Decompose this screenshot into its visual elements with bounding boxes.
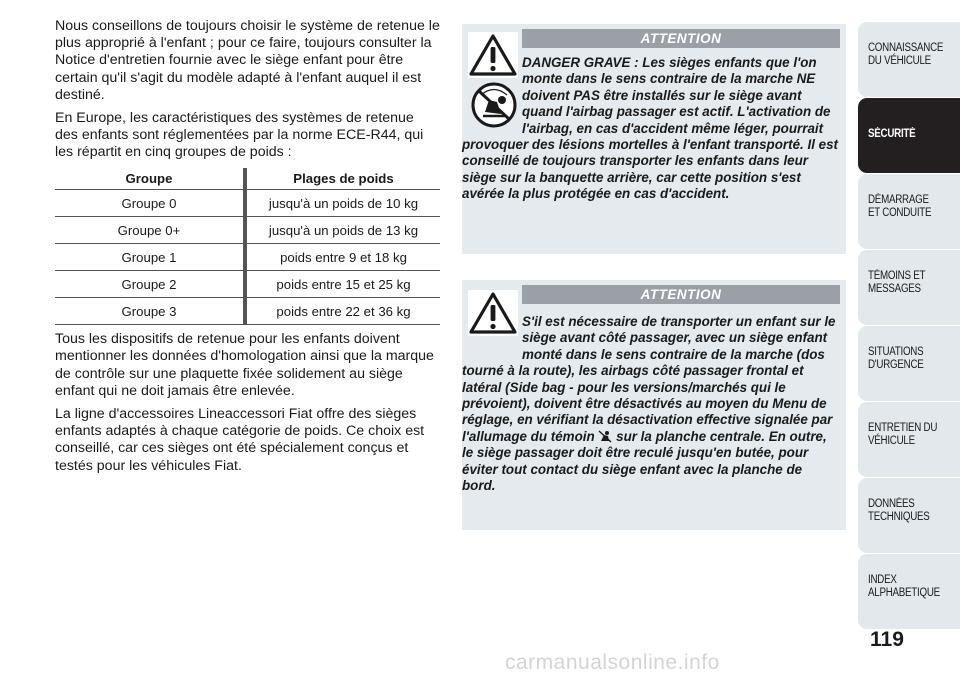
tab-connaissance-vehicule[interactable] xyxy=(858,22,960,97)
warning-body-text-end: sur la planche centrale. En outre, le siège passager doit être reculé jusqu'en butée, pour éviter tout contact du siège enfant avec la planche de bord. xyxy=(462,428,827,494)
weight-groups-table xyxy=(55,168,440,326)
warning-body-text-start: S'il est nécessaire de transporter un enfant sur le siège avant côté passager, avec un siège enfant monté dans le sens contraire de la marche (dos tourné à la route), les airbags côté passager frontal et latéral (Side bag - pour les versions/marchés qui le prévoient), doivent être désactivés au moyen du Menu de réglage, en vérifiant la désactivation effective signalée par l'allumage du témoin xyxy=(462,314,836,444)
table-header-row xyxy=(55,168,440,190)
table-cell-weight: jusqu'à un poids de 10 kg xyxy=(245,190,440,217)
warning-title: ATTENTION xyxy=(522,29,840,48)
paragraph-lineaccessori: La ligne d'accessoires Lineaccessori Fiat offre des sièges enfants adaptés à chaque catégorie de poids. Ce choix est conseillé, car ces sièges ont été spécialement conçus et testés pour les véhicules Fiat. xyxy=(55,405,425,474)
section-tabs xyxy=(858,22,960,630)
table-cell-group: Groupe 3 xyxy=(55,298,245,325)
table-header-weight: Plages de poids xyxy=(245,168,440,190)
table-cell-group: Groupe 0+ xyxy=(55,217,245,244)
table-row xyxy=(55,244,440,271)
tab-label: DÉMARRAGE ET CONDUITE xyxy=(868,194,932,219)
main-text-column xyxy=(55,18,440,481)
table-row xyxy=(55,190,440,217)
page-number: 119 xyxy=(870,628,904,651)
paragraph-intro: Nous conseillons de toujours choisir le système de retenue le plus approprié à l'enfant ; pour ce faire, toujours consulter la Notice d'entretien fournie avec le siège enfant pour être certain qu'il s'agit du modèle adapté à l'enfant auquel il est destiné. xyxy=(55,18,440,103)
watermark: carmanualsonline.info xyxy=(505,651,720,674)
airbag-off-indicator-icon xyxy=(598,430,612,443)
tab-label: ENTRETIEN DU VÉHICULE xyxy=(868,422,938,447)
table-row xyxy=(55,298,440,325)
tab-label: SITUATIONS D'URGENCE xyxy=(868,346,924,371)
warning-body-text: DANGER GRAVE : Les sièges enfants que l'on monte dans le sens contraire de la marche NE doivent PAS être installés sur le siège avant quand l'airbag passager est actif. L'activation de l'airbag, en cas d'accident même léger, pourrait provoquer des lésions mortelles à l'enfant transporté. Il est conseillé de toujours transporter les enfants dans leur siège sur la banquette arrière, car cette position s'est avérée la plus protégée en cas d'accident. xyxy=(462,55,838,202)
tab-label: CONNAISSANCE DU VÉHICULE xyxy=(868,42,944,67)
tab-situations-urgence[interactable] xyxy=(858,326,960,401)
tab-donnees-techniques[interactable] xyxy=(858,478,960,553)
warning-body xyxy=(462,55,838,203)
tab-index-alphabetique[interactable] xyxy=(858,554,960,629)
table-cell-weight: poids entre 15 et 25 kg xyxy=(245,271,440,298)
warning-box-airbag xyxy=(462,24,846,254)
table-cell-group: Groupe 0 xyxy=(55,190,245,217)
table-cell-weight: poids entre 22 et 36 kg xyxy=(245,298,440,325)
tab-label: SÉCURITÉ xyxy=(868,128,916,140)
tab-demarrage-conduite[interactable] xyxy=(858,174,960,249)
paragraph-homologation: Tous les dispositifs de retenue pour les enfants doivent mentionner les données d'homologation ainsi que la marque de contrôle sur une plaquette fixée solidement au siège enfant qui ne doit jamais être enlevée. xyxy=(55,331,434,399)
warning-body xyxy=(462,314,838,494)
table-header-group: Groupe xyxy=(55,168,245,190)
tab-label: TÉMOINS ET MESSAGES xyxy=(868,270,926,295)
table-cell-group: Groupe 1 xyxy=(55,244,245,271)
tab-entretien-vehicule[interactable] xyxy=(858,402,960,477)
paragraph-europe: En Europe, les caractéristiques des systèmes de retenue des enfants sont réglementées par la norme ECE-R44, qui les répartit en cinq groupes de poids : xyxy=(55,110,424,161)
table-cell-group: Groupe 2 xyxy=(55,271,245,298)
table-cell-weight: jusqu'à un poids de 13 kg xyxy=(245,217,440,244)
table-cell-weight: poids entre 9 et 18 kg xyxy=(245,244,440,271)
table-row xyxy=(55,217,440,244)
tab-temoins-messages[interactable] xyxy=(858,250,960,325)
tab-label: DONNÉES TECHNIQUES xyxy=(868,498,930,523)
warning-box-front-seat xyxy=(462,280,846,530)
tab-securite[interactable] xyxy=(858,98,960,173)
tab-label: INDEX ALPHABETIQUE xyxy=(868,574,940,599)
table-row xyxy=(55,271,440,298)
warning-title: ATTENTION xyxy=(522,285,840,304)
